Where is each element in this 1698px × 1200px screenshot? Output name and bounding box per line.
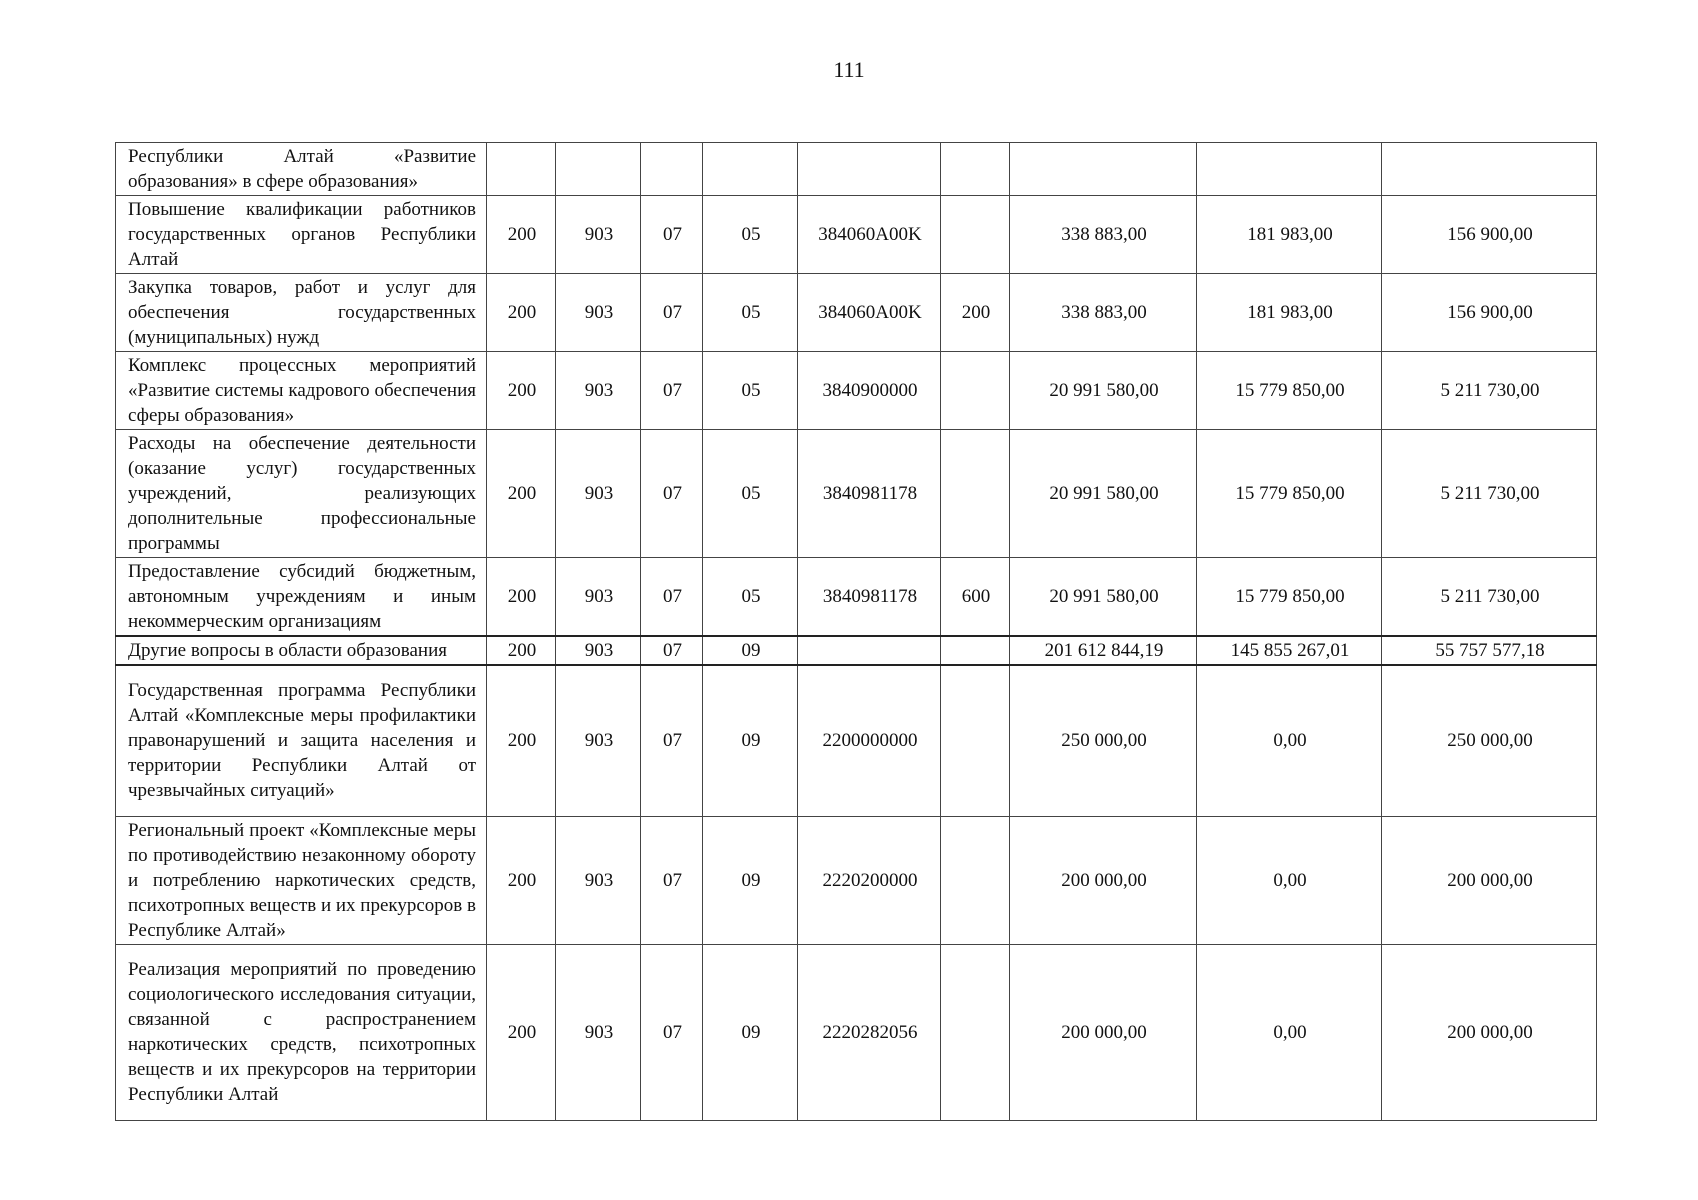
cell-amount-total [1010,143,1197,196]
cell-department-code: 903 [556,196,641,274]
cell-subsection-code: 05 [703,196,798,274]
cell-target-article [798,143,941,196]
cell-department-code: 903 [556,665,641,816]
row-name: Реализация мероприятий по проведению социологического исследования ситуации, связанной с распространением наркотических средств, психотропных веществ и их прекурсоров на территории Республики Алтай [116,944,487,1120]
cell-section-code: 07 [641,944,703,1120]
budget-table [115,142,1597,1121]
cell-amount-2: 15 779 850,00 [1197,558,1382,637]
cell-amount-3: 5 211 730,00 [1382,558,1597,637]
cell-admin-code: 200 [487,196,556,274]
cell-subsection-code: 05 [703,352,798,430]
cell-section-code: 07 [641,430,703,558]
cell-amount-3: 5 211 730,00 [1382,430,1597,558]
row-name: Государственная программа Республики Алтай «Комплексные меры профилактики правонарушений и защита населения и территории Республики Алтай от чрезвычайных ситуаций» [116,665,487,816]
cell-expense-type [941,944,1010,1120]
cell-amount-2: 15 779 850,00 [1197,430,1382,558]
table-row [116,665,1597,816]
cell-department-code: 903 [556,816,641,944]
cell-department-code: 903 [556,430,641,558]
cell-amount-2 [1197,143,1382,196]
page-number: 111 [833,57,865,82]
cell-amount-3: 156 900,00 [1382,196,1597,274]
cell-expense-type [941,196,1010,274]
cell-amount-3: 250 000,00 [1382,665,1597,816]
table-row [116,143,1597,196]
cell-subsection-code: 09 [703,636,798,665]
row-name: Республики Алтай «Развитие образования» в сфере образования» [116,143,487,196]
cell-subsection-code: 05 [703,430,798,558]
cell-section-code: 07 [641,665,703,816]
cell-target-article: 2200000000 [798,665,941,816]
cell-target-article: 3840981178 [798,558,941,637]
cell-amount-2: 181 983,00 [1197,196,1382,274]
cell-department-code [556,143,641,196]
cell-subsection-code: 05 [703,558,798,637]
row-name: Другие вопросы в области образования [116,636,487,665]
cell-section-code [641,143,703,196]
cell-admin-code: 200 [487,636,556,665]
cell-amount-total: 338 883,00 [1010,196,1197,274]
cell-amount-total: 201 612 844,19 [1010,636,1197,665]
row-name: Повышение квалификации работников государственных органов Республики Алтай [116,196,487,274]
cell-expense-type [941,665,1010,816]
cell-section-code: 07 [641,636,703,665]
cell-expense-type: 200 [941,274,1010,352]
cell-amount-2: 15 779 850,00 [1197,352,1382,430]
cell-expense-type [941,816,1010,944]
cell-amount-2: 145 855 267,01 [1197,636,1382,665]
cell-amount-total: 20 991 580,00 [1010,558,1197,637]
table-row [116,196,1597,274]
cell-amount-3: 156 900,00 [1382,274,1597,352]
cell-subsection-code: 09 [703,665,798,816]
row-name: Расходы на обеспечение деятельности (оказание услуг) государственных учреждений, реализующих дополнительные профессиональные программы [116,430,487,558]
cell-department-code: 903 [556,274,641,352]
cell-amount-total: 338 883,00 [1010,274,1197,352]
cell-section-code: 07 [641,558,703,637]
cell-section-code: 07 [641,274,703,352]
cell-expense-type [941,352,1010,430]
row-name: Предоставление субсидий бюджетным, автономным учреждениям и иным некоммерческим организациям [116,558,487,637]
table-row [116,352,1597,430]
table-row [116,558,1597,637]
cell-target-article: 384060A00K [798,196,941,274]
cell-expense-type: 600 [941,558,1010,637]
cell-target-article: 2220200000 [798,816,941,944]
cell-section-code: 07 [641,196,703,274]
cell-target-article [798,636,941,665]
table-row [116,636,1597,665]
table-row [116,944,1597,1120]
cell-amount-3 [1382,143,1597,196]
cell-amount-total: 250 000,00 [1010,665,1197,816]
cell-subsection-code: 09 [703,816,798,944]
cell-amount-2: 0,00 [1197,944,1382,1120]
cell-target-article: 384060A00K [798,274,941,352]
table-row [116,274,1597,352]
cell-expense-type [941,430,1010,558]
cell-amount-total: 200 000,00 [1010,944,1197,1120]
cell-admin-code: 200 [487,430,556,558]
cell-amount-3: 5 211 730,00 [1382,352,1597,430]
cell-amount-3: 200 000,00 [1382,816,1597,944]
cell-target-article: 2220282056 [798,944,941,1120]
cell-department-code: 903 [556,944,641,1120]
cell-admin-code: 200 [487,944,556,1120]
cell-admin-code: 200 [487,665,556,816]
cell-department-code: 903 [556,352,641,430]
cell-target-article: 3840900000 [798,352,941,430]
cell-department-code: 903 [556,636,641,665]
cell-target-article: 3840981178 [798,430,941,558]
cell-section-code: 07 [641,352,703,430]
row-name: Комплекс процессных мероприятий «Развитие системы кадрового обеспечения сферы образования» [116,352,487,430]
cell-amount-3: 55 757 577,18 [1382,636,1597,665]
row-name: Региональный проект «Комплексные меры по противодействию незаконному обороту и потреблению наркотических средств, психотропных веществ и их прекурсоров в Республике Алтай» [116,816,487,944]
cell-expense-type [941,636,1010,665]
cell-amount-total: 20 991 580,00 [1010,430,1197,558]
cell-amount-total: 20 991 580,00 [1010,352,1197,430]
cell-admin-code: 200 [487,274,556,352]
cell-subsection-code: 09 [703,944,798,1120]
row-name: Закупка товаров, работ и услуг для обеспечения государственных (муниципальных) нужд [116,274,487,352]
cell-expense-type [941,143,1010,196]
cell-subsection-code [703,143,798,196]
cell-subsection-code: 05 [703,274,798,352]
cell-amount-2: 0,00 [1197,816,1382,944]
table-row [116,430,1597,558]
cell-amount-total: 200 000,00 [1010,816,1197,944]
cell-admin-code: 200 [487,558,556,637]
cell-department-code: 903 [556,558,641,637]
table-row [116,816,1597,944]
cell-amount-2: 0,00 [1197,665,1382,816]
cell-amount-3: 200 000,00 [1382,944,1597,1120]
cell-section-code: 07 [641,816,703,944]
cell-admin-code: 200 [487,352,556,430]
cell-admin-code: 200 [487,816,556,944]
cell-admin-code [487,143,556,196]
cell-amount-2: 181 983,00 [1197,274,1382,352]
